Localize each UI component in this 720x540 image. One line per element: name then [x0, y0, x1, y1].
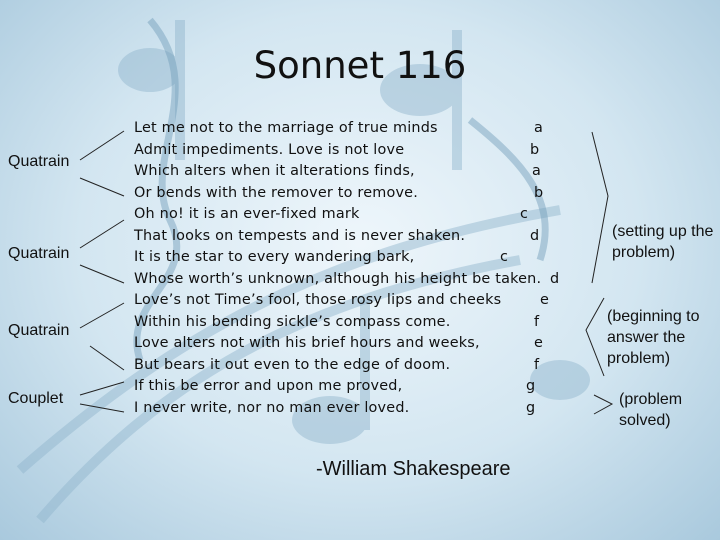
rhyme-letter: f: [534, 313, 540, 330]
rhyme-letter: c: [520, 206, 528, 222]
rhyme-letter: a: [534, 120, 543, 136]
author-attribution: -William Shakespeare: [316, 458, 511, 480]
note-beginning-to-answer: (beginning to answer the problem): [607, 308, 700, 367]
poem-line: Oh no! it is an ever-fixed mark: [134, 206, 360, 222]
rhyme-letter: g: [526, 378, 536, 394]
rhyme-letter: b: [530, 141, 540, 158]
page-title: Sonnet 116: [253, 44, 467, 87]
poem-line: Or bends with the remover to remove.: [134, 184, 419, 201]
note-problem-solved: (problem solved): [619, 391, 683, 429]
rhyme-letter: e: [540, 292, 549, 308]
rhyme-letter: d: [550, 270, 560, 287]
poem-line: That looks on tempests and is never shaken.: [134, 227, 466, 244]
rhyme-letter: b: [534, 184, 544, 201]
rhyme-letter: g: [526, 399, 536, 416]
label-quatrain-2: Quatrain: [8, 245, 70, 262]
rhyme-letter: f: [534, 356, 540, 373]
poem-line: Whose worth’s unknown, although his height be taken.: [134, 270, 542, 287]
rhyme-letter: a: [532, 163, 541, 179]
note-setting-up: (setting up the problem): [612, 223, 714, 261]
poem-line: Within his bending sickle’s compass come.: [134, 313, 451, 330]
poem-line: If this be error and upon me proved,: [134, 378, 403, 394]
label-quatrain-3: Quatrain: [8, 322, 70, 339]
rhyme-letter: c: [500, 249, 508, 265]
poem-line: But bears it out even to the edge of doom.: [134, 356, 451, 373]
rhyme-letter: d: [530, 227, 540, 244]
poem-line: Let me not to the marriage of true minds: [134, 120, 438, 136]
poem-line: I never write, nor no man ever loved.: [134, 399, 410, 416]
label-couplet: Couplet: [8, 390, 64, 407]
poem-line: Admit impediments. Love is not love: [134, 141, 405, 158]
poem-line: It is the star to every wandering bark,: [134, 249, 415, 265]
poem-line: Which alters when it alterations finds,: [134, 163, 415, 179]
poem-line: Love’s not Time’s fool, those rosy lips and cheeks: [134, 292, 502, 308]
label-quatrain-1: Quatrain: [8, 153, 70, 170]
poem-line: Love alters not with his brief hours and weeks,: [134, 335, 480, 351]
rhyme-letter: e: [534, 335, 543, 351]
